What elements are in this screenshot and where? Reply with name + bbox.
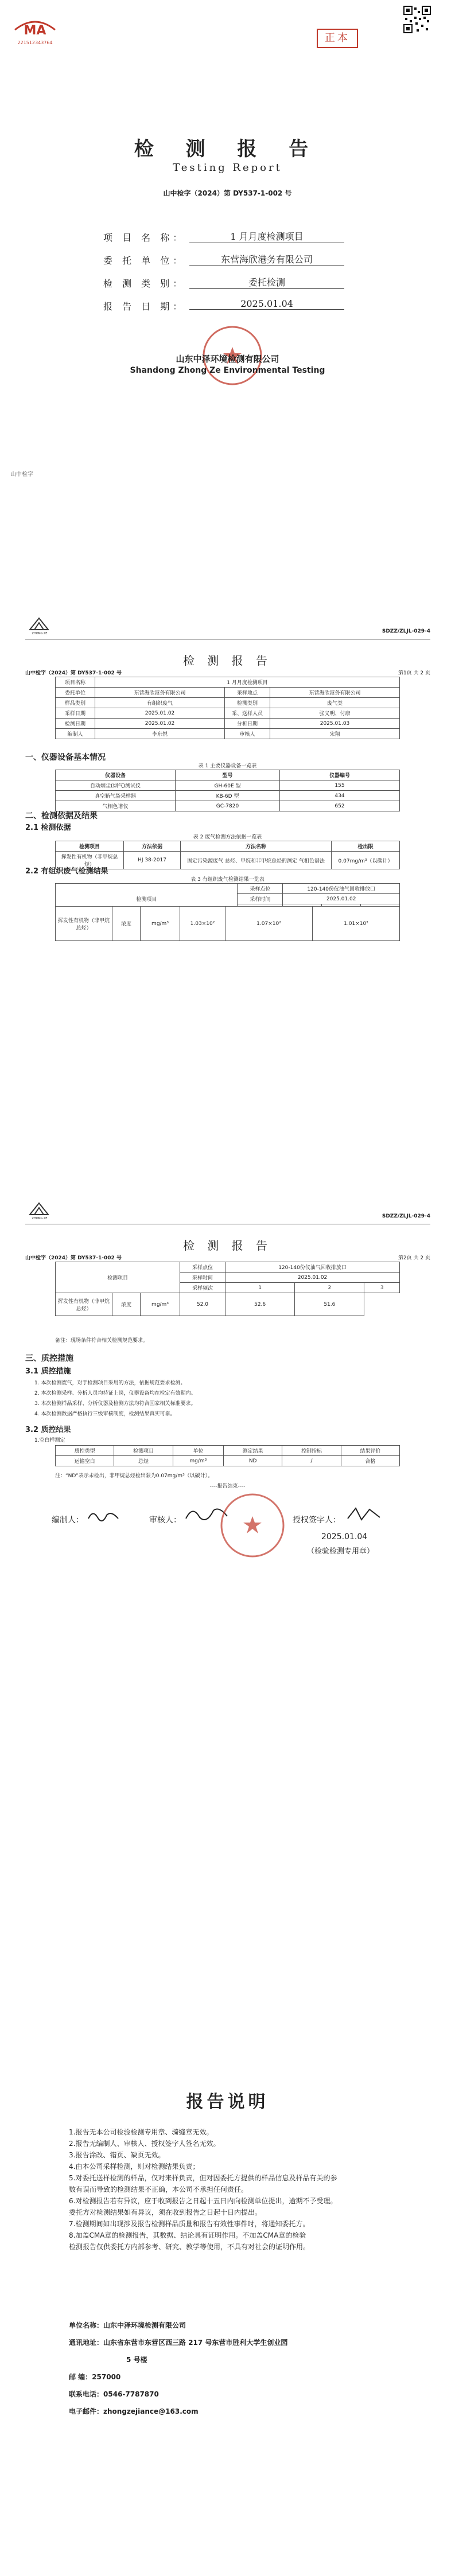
result-item: 挥发性有机物（非甲烷总烃）	[56, 1293, 112, 1316]
basis-header: 方法依据	[124, 841, 181, 852]
result-label: 采样时间	[238, 894, 283, 904]
field-value-project: 1 月月度检测项目	[189, 229, 344, 243]
qc-cell: 合格	[341, 1456, 399, 1466]
qc-header: 单位	[173, 1446, 223, 1456]
info-cell: 2025.01.02	[95, 708, 225, 719]
basis-header: 检出限	[332, 841, 400, 852]
qc-header: 质控类型	[56, 1446, 114, 1456]
info-cell: 采样地点	[225, 688, 270, 698]
company-name-cn: 山东中泽环境检测有限公司	[176, 354, 279, 364]
logo-text: ZHONG ZE	[32, 1217, 48, 1220]
result-table-1-values	[55, 906, 400, 941]
info-cell: 委托单位	[56, 688, 95, 698]
equip-cell: GH-60E 型	[176, 780, 280, 791]
basis-header: 方法名称	[181, 841, 332, 852]
qc-note: 注：“ND”表示未检出，非甲烷总烃检出限为0.07mg/m³（以碳计）。	[55, 1473, 213, 1479]
signature-approver	[344, 1505, 384, 1524]
note-item: 3.报告涂改、错页、缺页无效。	[69, 2151, 165, 2159]
notes-title: 报告说明	[186, 2092, 269, 2112]
cover-title: 检 测 报 告	[134, 138, 321, 161]
notes-list	[69, 2126, 413, 2253]
result-label: 检测项目	[56, 884, 238, 915]
field-label-category: 检 测 类 别：	[103, 278, 186, 289]
result-value: 1.07×10²	[225, 907, 313, 941]
contact-line: 电子邮件：zhongzejiance@163.com	[69, 2407, 199, 2415]
report-page-2	[0, 1193, 455, 1640]
result-value: 51.6	[295, 1293, 364, 1316]
basis-cell: 0.07mg/m³（以碳计）	[332, 852, 400, 869]
page1-title: 检 测 报 告	[182, 654, 273, 668]
info-cell: 东营海欣港务有限公司	[95, 688, 225, 698]
sign-editor: 编制人：	[52, 1516, 84, 1525]
ma-logo-text: MA	[24, 24, 46, 38]
qc-table	[55, 1445, 400, 1466]
field-label-project: 项 目 名 称：	[103, 232, 186, 243]
equip-cell: 434	[280, 791, 400, 801]
sign-reviewer: 审核人：	[149, 1516, 181, 1525]
cover-page	[0, 0, 455, 401]
section-3-2-title: 3.2 质控结果	[25, 1426, 71, 1434]
qc-cell: ND	[224, 1456, 282, 1466]
doc-code: SDZZ/ZLJL-029-4	[382, 629, 430, 634]
qc-cell: /	[282, 1456, 341, 1466]
equip-header: 型号	[176, 770, 280, 780]
result-label: 采样点位	[238, 884, 283, 894]
company-name-en: Shandong Zhong Ze Environmental Testing	[130, 366, 325, 375]
result-unit: mg/m³	[141, 1293, 180, 1316]
info-cell: 样品类别	[56, 698, 95, 708]
info-cell: 项目名称	[56, 677, 95, 688]
field-value-category: 委托检测	[189, 275, 344, 289]
equip-header: 仪器编号	[280, 770, 400, 780]
qc-header: 检测项目	[114, 1446, 173, 1456]
info-cell: 编制人	[56, 729, 95, 739]
field-label-date: 报 告 日 期：	[103, 301, 186, 312]
section-1-title: 一、仪器设备基本情况	[25, 753, 106, 762]
section-2-1-title: 2.1 检测依据	[25, 823, 71, 832]
info-cell: 2025.01.03	[270, 719, 400, 729]
note-item: 8.加盖CMA章的检测报告，其数据、结论具有证明作用。不加盖CMA章的检验	[69, 2231, 306, 2239]
result-kind: 浓度	[112, 1293, 141, 1316]
qc-header: 测定结果	[224, 1446, 282, 1456]
margin-handwriting: 山中检字	[10, 471, 33, 478]
issue-date: 2025.01.04	[321, 1532, 368, 1541]
contact-line: 联系电话：0546-7787870	[69, 2390, 159, 2398]
result-date: 2025.01.02	[225, 1273, 400, 1283]
page2-report-no: 山中检字（2024）第 DY537-1-002 号	[25, 1255, 122, 1261]
result-label: 采样时间	[180, 1273, 225, 1283]
result-caption: 表 3 有组织废气检测结果一览表	[190, 877, 265, 883]
result-value: 1.01×10²	[313, 907, 400, 941]
info-cell: 采、送样人员	[225, 708, 270, 719]
result-footnote: 备注：现场条件符合相关检测规范要求。	[55, 1338, 149, 1344]
info-cell: 1 月月度检测项目	[95, 677, 400, 688]
result-value: 52.0	[180, 1293, 225, 1316]
qc-header: 结果评价	[341, 1446, 399, 1456]
basis-cell: 固定污染源废气 总烃、甲烷和非甲烷总烃的测定 气相色谱法	[181, 852, 332, 869]
ma-logo	[13, 17, 57, 40]
section-3-title: 三、质控措施	[25, 1354, 73, 1363]
note-item: 2.报告无编制人、审核人、授权签字人签名无效。	[69, 2140, 220, 2148]
basis-cell: 挥发性有机物（非甲烷总烃）	[56, 852, 124, 869]
page2-page-no: 第2页 共 2 页	[398, 1255, 430, 1261]
note-item: 7.检测期间如出现涉及报告检测样品质量和报告有效性事件时，将通知委托方。	[69, 2220, 310, 2228]
ma-number: 221512343764	[17, 40, 53, 45]
result-label: 检测项目	[56, 1262, 180, 1293]
equip-cell: 自动烟尘(烟气)测试仪	[56, 780, 176, 791]
note-item: 数有误而导致的检测结果不正确，本公司不承担任何责任。	[69, 2185, 248, 2193]
section-2-title: 二、检测依据及结果	[25, 811, 98, 821]
equip-cell: GC-7820	[176, 801, 280, 811]
equip-caption: 表 1 主要仪器设备一览表	[198, 763, 257, 769]
signature-editor	[86, 1507, 120, 1524]
freq-cell: 2	[295, 1283, 364, 1293]
result-label: 采样频次	[180, 1283, 225, 1293]
issue-label: （检验检测专用章）	[307, 1547, 375, 1556]
contact-block	[69, 2317, 425, 2420]
info-cell: 有组织废气	[95, 698, 225, 708]
freq-cell: 1	[225, 1283, 295, 1293]
approval-seal	[218, 1491, 287, 1560]
page2-title: 检 测 报 告	[182, 1239, 273, 1252]
info-cell: 废气类	[270, 698, 400, 708]
equipment-table	[55, 770, 400, 811]
report-page-1-continued	[0, 906, 455, 975]
info-cell: 采样日期	[56, 708, 95, 719]
result-value: 52.6	[225, 1293, 295, 1316]
field-label-client: 委 托 单 位：	[103, 255, 186, 266]
qc-line: 3. 本次检测样品采样、分析仪器及检测方法均符合国家相关标准要求。	[34, 1401, 196, 1407]
report-notes-page	[0, 2042, 455, 2558]
equip-cell: 气相色谱仪	[56, 801, 176, 811]
info-cell: 分析日期	[225, 719, 270, 729]
contact-line: 通讯地址：山东省东营市东营区西三路 217 号东营市胜利大学生创业园	[69, 2339, 288, 2347]
note-item: 1.报告无本公司检验检测专用章、骑缝章无效。	[69, 2128, 213, 2136]
result-date: 2025.01.02	[283, 894, 400, 904]
qc-caption: 1.空白样测定	[34, 1438, 65, 1443]
result-outlet: 120-140份仪油气回收排放口	[225, 1262, 400, 1273]
field-value-client: 东营海欣港务有限公司	[189, 252, 344, 266]
note-item: 6.对检测报告若有异议，应于收到报告之日起十五日内向检测单位提出，逾期不予受理。	[69, 2197, 337, 2205]
section-2-2-title: 2.2 有组织废气检测结果	[25, 867, 108, 876]
info-cell: 宋翔	[270, 729, 400, 739]
equip-cell: 真空箱气袋采样器	[56, 791, 176, 801]
info-table	[55, 677, 400, 739]
result-table-2: 检测项目 采样点位 120-140份仪油气回收排放口 采样时间 2025.01.02 采样频次 1 2 3 挥发性有机物（非甲烷总烃） 浓度 mg/m³ 52.0 52.6 51.6	[55, 1262, 400, 1316]
result-outlet: 120-140份仪油气回收排放口	[283, 884, 400, 894]
cover-report-no: 山中检字（2024）第 DY537-1-002 号	[163, 189, 292, 197]
info-cell: 审核人	[225, 729, 270, 739]
note-item: 委托方对检测结果如有异议，须在收到报告之日起十日内提出。	[69, 2208, 262, 2216]
info-cell: 张义明、付康	[270, 708, 400, 719]
info-cell: 检测类别	[225, 698, 270, 708]
logo-text: ZHONG ZE	[32, 632, 48, 635]
basis-cell: HJ 38-2017	[124, 852, 181, 869]
basis-caption: 表 2 废气检测方法依据一览表	[193, 834, 262, 840]
qc-header: 控制指标	[282, 1446, 341, 1456]
result-unit: mg/m³	[141, 907, 180, 941]
sign-approver: 授权签字人：	[293, 1516, 341, 1525]
equip-cell: 155	[280, 780, 400, 791]
equip-cell: 652	[280, 801, 400, 811]
doc-code: SDZZ/ZLJL-029-4	[382, 1213, 430, 1219]
cover-title-en: Testing Report	[173, 162, 282, 174]
freq-cell: 3	[364, 1283, 400, 1293]
info-cell: 东营海欣港务有限公司	[270, 688, 400, 698]
qc-cell: 运输空白	[56, 1456, 114, 1466]
info-cell: 检测日期	[56, 719, 95, 729]
field-value-date: 2025.01.04	[189, 298, 344, 310]
report-page-1	[0, 608, 455, 906]
result-kind: 浓度	[112, 907, 141, 941]
contact-line: 单位名称：山东中泽环境检测有限公司	[69, 2321, 186, 2329]
note-item: 5.对委托送样检测的样品，仅对来样负责，但对因委托方提供的样品信息及样品有关的参	[69, 2174, 337, 2182]
qc-cell: 总烃	[114, 1456, 173, 1466]
qr-code-icon	[403, 6, 431, 33]
page1-page-no: 第1页 共 2 页	[398, 670, 430, 676]
qc-cell: mg/m³	[173, 1456, 223, 1466]
report-end-line: ----报告结束----	[209, 1484, 246, 1489]
page1-report-no: 山中检字（2024）第 DY537-1-002 号	[25, 670, 122, 676]
contact-line: 邮 编：257000	[69, 2373, 121, 2381]
result-value: 1.03×10²	[180, 907, 225, 941]
zhongze-logo	[28, 616, 50, 633]
zhongze-logo	[28, 1201, 50, 1218]
qc-line: 1. 本次检测废气，对于检测项目采用的方法，依据规范要求检测。	[34, 1380, 186, 1386]
qc-line: 2. 本次检测采样、分析人员均持证上岗，仪器设备均在检定有效期内。	[34, 1391, 196, 1396]
original-stamp: 正本	[317, 29, 358, 48]
note-item: 检测报告仅供委托方内部参考、研究、教学等使用，不具有对社会的证明作用。	[69, 2243, 310, 2251]
section-3-1-title: 3.1 质控措施	[25, 1367, 71, 1376]
basis-header: 检测项目	[56, 841, 124, 852]
equip-header: 仪器设备	[56, 770, 176, 780]
result-item: 挥发性有机物（非甲烷总烃）	[56, 907, 112, 941]
info-cell: 2025.01.02	[95, 719, 225, 729]
info-cell: 李东悦	[95, 729, 225, 739]
note-item: 4.由本公司采样检测，则对检测结果负责；	[69, 2163, 200, 2171]
equip-cell: KB-6D 型	[176, 791, 280, 801]
qc-line: 4. 本次检测数据严格执行三级审核制度，检测结果真实可靠。	[34, 1411, 176, 1417]
contact-line: 5 号楼	[126, 2356, 147, 2364]
